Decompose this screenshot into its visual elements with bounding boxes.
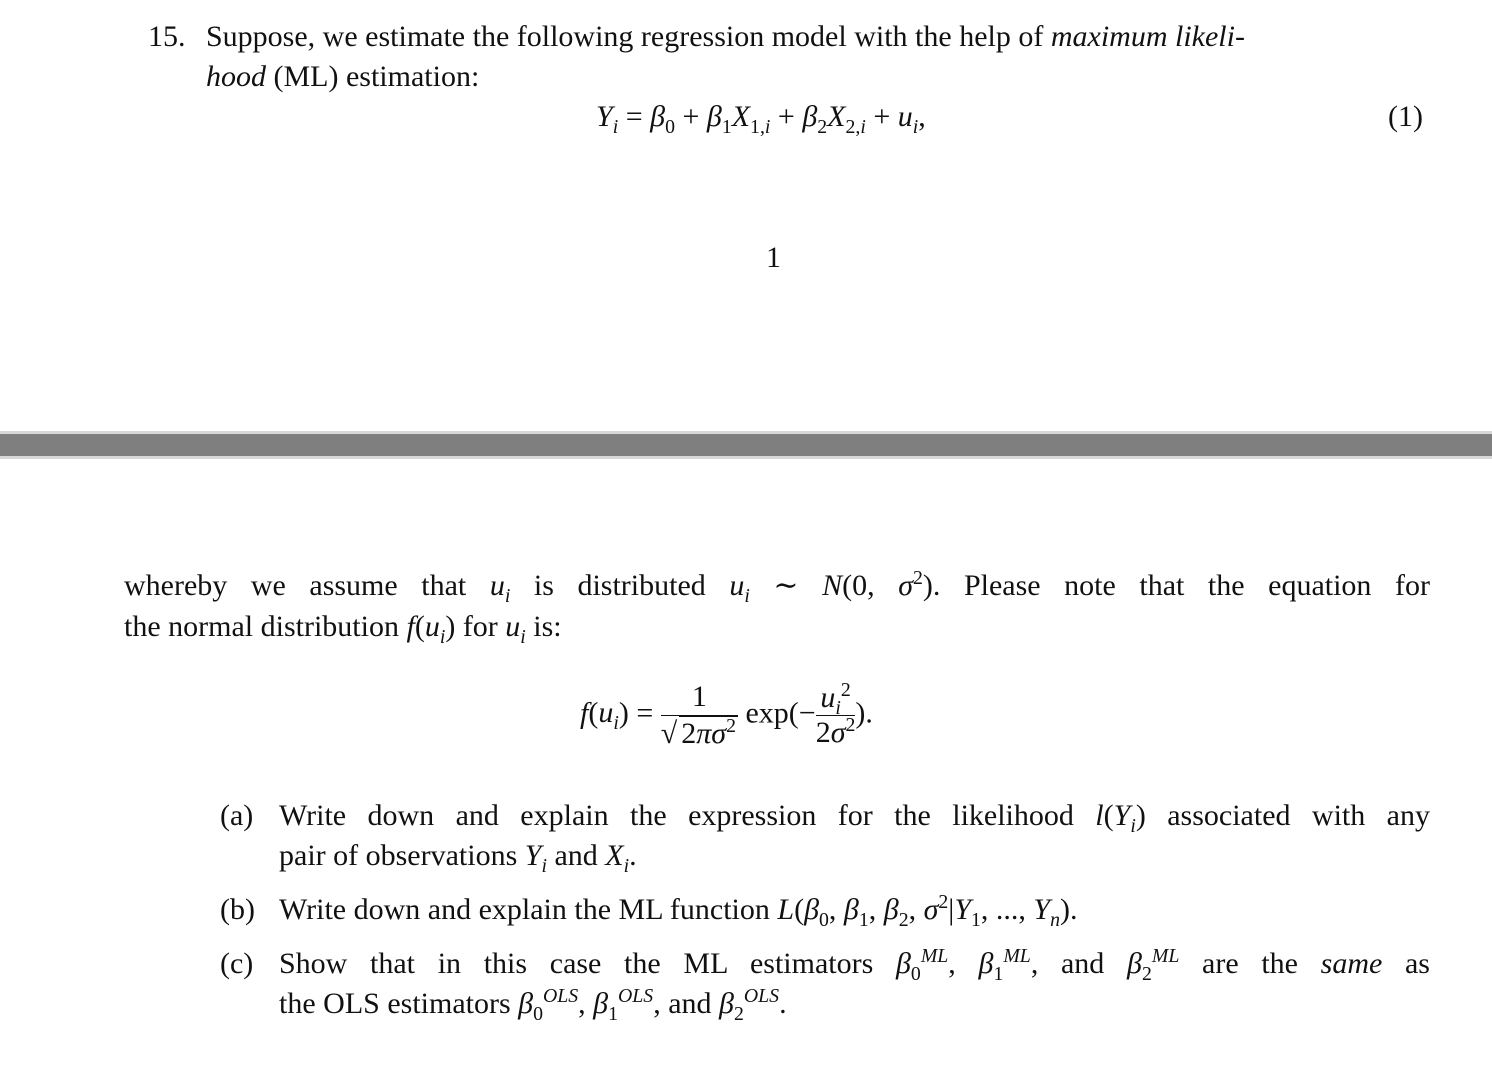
item-c-label: (c) [220,947,254,980]
intro-line-1 [206,22,1245,52]
regression-equation: $Y_i = \beta_0 + \beta_1X_{1,i} + \beta_2X_{2,i} + u_i$, [596,100,926,138]
intro-emphasis: maximum likeli- [1050,20,1245,53]
density-fraction: $\frac{1}{√ 2\pi\sigma^2}$ [660,680,736,750]
normal-density-equation: $f(u_i)$ = $\frac{1}{√ 2\pi\sigma^2}$ exp(− $\frac{u_i^2}{2\sigma^2}$ ). [580,678,873,750]
item-c-line-2: the OLS estimators $\beta_0^{OLS}$, $\beta_1^{OLS}$, and $\beta_2^{OLS}$. [279,985,787,1025]
exponent-fraction: $\frac{u_i^2}{2\sigma^2}$ [815,678,856,749]
page-separator [0,434,1492,456]
item-b-line-1: Write down and explain the ML function $L(\beta_0$, $\beta_1$, $\beta_2$, $\sigma^2|Y_1$, ..., $Y_n$). [279,891,1078,931]
intro-emphasis-cont: hood [206,60,266,93]
equation-label: (1) [1388,100,1423,133]
item-a-label: (a) [220,799,254,832]
page-separator-edge-bottom [0,456,1492,459]
intro-line-2 [206,62,479,92]
para-line-1: whereby we assume that $u_i$ is distributed $u_i$ ∼ N(0, $\sigma^2$). Please note that the equation for [124,567,1430,607]
item-c-line-1: Show that in this case the ML estimators $\beta_0^{ML}$, $\beta_1^{ML}$, and $\beta_2^{ML}$ are the same as [279,945,1430,985]
intro-text: Suppose, we estimate the following regression model with the help of [206,20,1051,53]
question-number: 15. [148,20,186,53]
intro-text-cont: (ML) estimation: [266,60,480,93]
page-number: 1 [766,241,781,274]
item-a-line-2: pair of observations $Y_i$ and $X_i$. [279,839,637,877]
para-line-2: the normal distribution $f(u_i)$ for $u_i$ is: [124,610,562,648]
item-b-label: (b) [220,893,255,926]
item-a-line-1: Write down and explain the expression for the likelihood $l(Y_i)$ associated with any [279,799,1430,837]
